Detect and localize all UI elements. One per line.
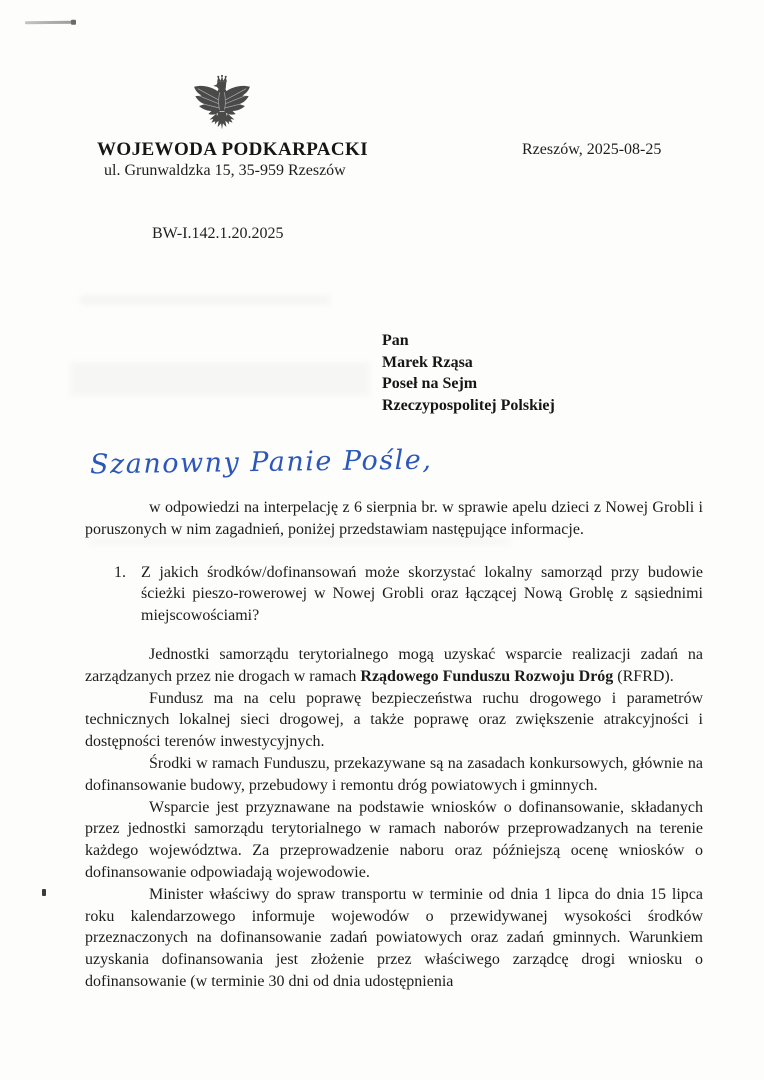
intro-paragraph: w odpowiedzi na interpelację z 6 sierpnia br. w sprawie apelu dzieci z Nowej Grobli i poruszonych w nim zagadnień, poniżej przedstawiam następujące informacje.: [85, 499, 703, 538]
handwritten-salutation: Szanowny Panie Pośle,: [89, 444, 433, 481]
body-paragraph: [85, 644, 703, 688]
staple-scan-mark: [25, 21, 74, 25]
ink-speck: [42, 889, 46, 896]
addressee-line: Rzeczypospolitej Polskiej: [382, 397, 555, 415]
letter-body: [85, 497, 703, 993]
paragraph-text: (RFRD).: [613, 667, 674, 685]
fund-name-bold: Rządowego Funduszu Rozwoju Dróg: [360, 667, 614, 685]
sender-name: WOJEWODA PODKARPACKI: [97, 139, 369, 160]
scan-smudge: [70, 362, 370, 396]
polish-eagle-emblem-icon: [191, 73, 253, 139]
addressee-line: Marek Rząsa: [382, 353, 473, 371]
body-paragraph: Wsparcie jest przyznawane na podstawie wniosków o dofinansowanie, składanych przez jednostki samorządu terytorialnego w ramach naborów przeprowadzanych na terenie każdego województwa. Za przeprowadzenie naboru oraz późniejszą ocenę wniosków o dofinansowanie odpowiadają wojewodowie.: [85, 798, 703, 881]
scan-smudge: [80, 296, 330, 304]
addressee-line: Poseł na Sejm: [382, 375, 478, 393]
place-and-date: Rzeszów, 2025-08-25: [522, 141, 662, 158]
question-number: 1.: [114, 563, 126, 581]
addressee-line: Pan: [382, 332, 409, 349]
question-item-1: [114, 562, 703, 627]
addressee-block: [382, 330, 555, 417]
body-paragraph: Fundusz ma na celu poprawę bezpieczeństwa ruchu drogowego i parametrów technicznych lokalnej sieci drogowej, a także poprawę oraz zwiększenie atrakcyjności i dostępności terenów inwestycyjnych.: [85, 689, 703, 751]
question-text: Z jakich środków/dofinansowań może skorzystać lokalny samorząd przy budowie ścieżki pieszo-rowerowej w Nowej Grobli oraz łączącej Nową Groblę z sąsiednimi miejscowościami?: [141, 563, 703, 625]
sender-address: ul. Grunwaldzka 15, 35-959 Rzeszów: [104, 162, 346, 179]
paragraph-text: Jednostki samorządu terytorialnego mogą uzyskać wsparcie realizacji zadań na zarządzanych przez nie drogach w ramach: [85, 645, 703, 685]
answer-paragraphs: [85, 644, 703, 993]
reference-number: BW-I.142.1.20.2025: [152, 225, 284, 242]
body-paragraph: Środki w ramach Funduszu, przekazywane są na zasadach konkursowych, głównie na dofinansowanie budowy, przebudowy i remontu dróg powiatowych i gminnych.: [85, 754, 703, 794]
body-paragraph: Minister właściwy do spraw transportu w terminie od dnia 1 lipca do dnia 15 lipca roku kalendarzowego informuje wojewodów o przewidywanej wysokości środków przeznaczonych na dofinansowanie zadań powiatowych oraz zadań gminnych. Warunkiem uzyskania dofinansowania jest złożenie przez właściwego zarządcę drogi wniosku o dofinansowanie (w terminie 30 dni od dnia udostępnienia: [85, 885, 703, 990]
